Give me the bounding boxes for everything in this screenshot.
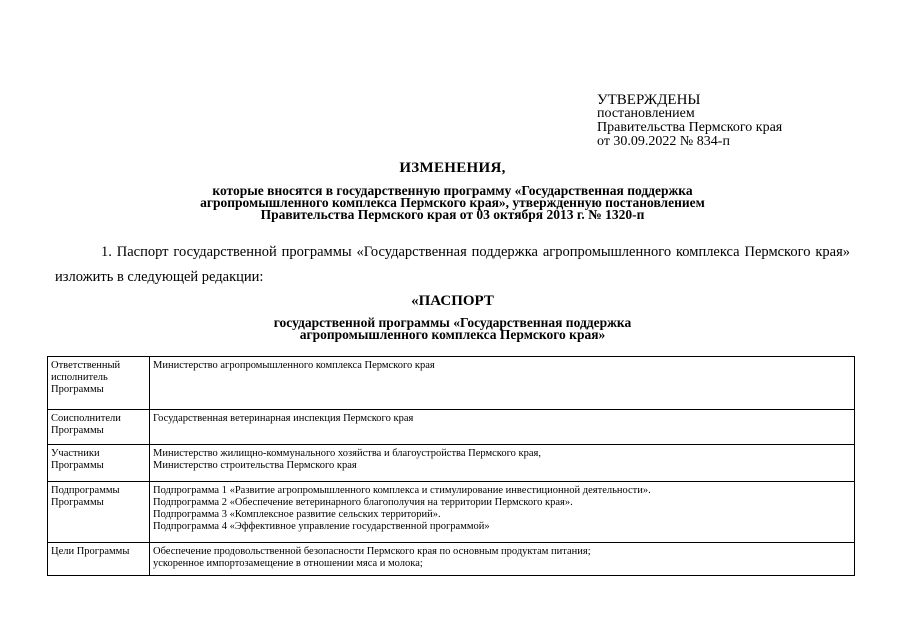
label-line: Программы — [51, 460, 104, 471]
value-line: Подпрограмма 4 «Эффективное управление государственной программой» — [153, 521, 490, 532]
table-row — [48, 543, 855, 576]
table-row — [48, 357, 855, 410]
value-line: Государственная ветеринарная инспекция Пермского края — [153, 413, 414, 424]
label-line: Программы — [51, 384, 104, 395]
approval-stamp — [597, 93, 782, 149]
label-line: Цели Программы — [51, 546, 130, 557]
document-title: ИЗМЕНЕНИЯ, — [399, 160, 506, 176]
row-value — [150, 357, 855, 410]
approval-line-1: УТВЕРЖДЕНЫ — [597, 92, 701, 108]
passport-subtitle — [0, 317, 905, 341]
value-line: Министерство агропромышленного комплекса Пермского края — [153, 360, 435, 371]
label-line: Ответственный — [51, 360, 121, 371]
passport-subtitle-line-1: государственной программы «Государственная поддержка — [273, 315, 632, 330]
row-label — [48, 445, 150, 482]
row-label — [48, 410, 150, 445]
approval-line-2: постановлением — [597, 106, 695, 121]
label-line: Участники — [51, 448, 100, 459]
row-label — [48, 357, 150, 410]
table-row — [48, 445, 855, 482]
value-line: Подпрограмма 2 «Обеспечение ветеринарного благополучия на территории Пермского края». — [153, 497, 573, 508]
approval-line-4: от 30.09.2022 № 834-п — [597, 134, 730, 149]
value-line: Подпрограмма 3 «Комплексное развитие сельских территорий». — [153, 509, 441, 520]
row-label — [48, 543, 150, 576]
label-line: исполнитель — [51, 372, 108, 383]
passport-title: «ПАСПОРТ — [411, 293, 494, 309]
row-value — [150, 543, 855, 576]
label-line: Подпрограммы — [51, 485, 120, 496]
row-value — [150, 445, 855, 482]
value-line: Обеспечение продовольственной безопасности Пермского края по основным продуктам питания; — [153, 546, 591, 557]
label-line: Программы — [51, 497, 104, 508]
table-row — [48, 482, 855, 543]
row-value — [150, 410, 855, 445]
approval-line-3: Правительства Пермского края — [597, 120, 783, 135]
passport-subtitle-line-2: агропромышленного комплекса Пермского края» — [299, 327, 606, 342]
value-line: Подпрограмма 1 «Развитие агропромышленного комплекса и стимулирование инвестиционной деятельности». — [153, 485, 651, 496]
passport-table — [47, 356, 855, 576]
subtitle-line-1: которые вносятся в государственную программу «Государственная поддержка — [212, 183, 693, 198]
row-value — [150, 482, 855, 543]
label-line: Программы — [51, 425, 104, 436]
value-line: ускоренное импортозамещение в отношении мяса и молока; — [153, 558, 423, 569]
row-label — [48, 482, 150, 543]
paragraph-text: 1. Паспорт государственной программы «Государственная поддержка агропромышленного комплекса Пермского края» изложить в следующей редакции: — [55, 244, 850, 285]
table-row — [48, 410, 855, 445]
subtitle-line-2: агропромышленного комплекса Пермского края», утвержденную постановлением — [200, 195, 705, 210]
subtitle-line-3: Правительства Пермского края от 03 октября 2013 г. № 1320-п — [260, 207, 645, 222]
value-line: Министерство жилищно-коммунального хозяйства и благоустройства Пермского края, — [153, 448, 542, 459]
label-line: Соисполнители — [51, 413, 121, 424]
value-line: Министерство строительства Пермского края — [153, 460, 357, 471]
document-subtitle — [0, 185, 905, 221]
body-paragraph — [55, 240, 850, 290]
